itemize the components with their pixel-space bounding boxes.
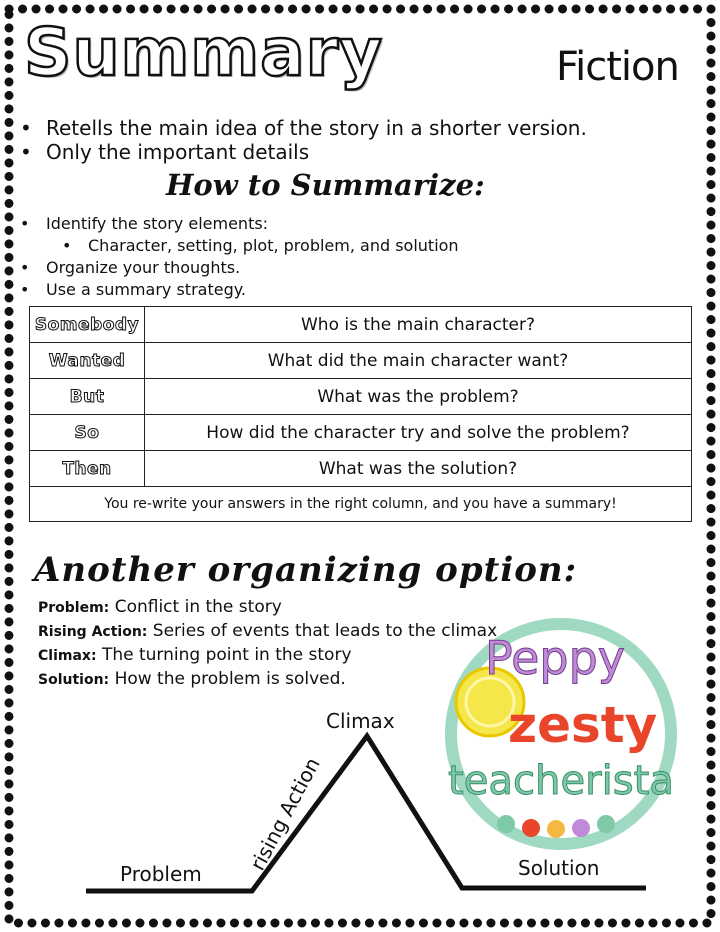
plot-term-row xyxy=(38,644,497,668)
definition-item: • Only the important details xyxy=(20,140,587,164)
definition-item: • Retells the main idea of the story in a shorter version. xyxy=(20,116,587,140)
solution-label: Solution xyxy=(518,856,600,880)
strategy-question: What did the main character want? xyxy=(145,343,692,379)
how-to-heading: How to Summarize: xyxy=(166,168,485,202)
table-row xyxy=(30,307,692,343)
plot-term: Rising Action: xyxy=(38,624,148,640)
table-footer-note: You re-write your answers in the right column, and you have a summary! xyxy=(30,487,692,522)
strategy-question: What was the solution? xyxy=(145,451,692,487)
step-item: • Identify the story elements: xyxy=(20,213,459,235)
table-footer-row xyxy=(30,487,692,522)
plot-term-text: Series of events that leads to the climax xyxy=(152,621,498,641)
strategy-question: Who is the main character? xyxy=(145,307,692,343)
another-option-heading: Another organizing option: xyxy=(34,550,578,590)
climax-label: Climax xyxy=(326,709,395,733)
plot-term: Solution: xyxy=(38,672,110,688)
step-item: • Use a summary strategy. xyxy=(20,279,459,301)
plot-term-text: How the problem is solved. xyxy=(114,669,346,689)
step-sub-item: • Character, setting, plot, problem, and solution xyxy=(20,235,459,257)
table-row xyxy=(30,343,692,379)
strategy-key: Then xyxy=(30,451,145,487)
rising-action-label: rising Action xyxy=(245,753,325,875)
table-row xyxy=(30,379,692,415)
strategy-key: But xyxy=(30,379,145,415)
strategy-key: So xyxy=(30,415,145,451)
table-row xyxy=(30,451,692,487)
logo-line-3: teacherista xyxy=(448,758,674,804)
plot-term-row xyxy=(38,668,497,692)
logo-line-2: zesty xyxy=(508,696,658,754)
strategy-key: Wanted xyxy=(30,343,145,379)
logo-line-1: Peppy xyxy=(485,631,626,685)
problem-label: Problem xyxy=(120,862,202,886)
table-row xyxy=(30,415,692,451)
steps-list xyxy=(20,213,459,301)
strategy-table xyxy=(29,306,692,522)
plot-term: Problem: xyxy=(38,600,110,616)
definition-list xyxy=(20,116,587,164)
peppy-zesty-teacherista-logo xyxy=(430,614,692,854)
page-title: Summary xyxy=(24,14,384,91)
plot-term: Climax: xyxy=(38,648,97,664)
plot-term-text: The turning point in the story xyxy=(101,645,352,665)
step-item: • Organize your thoughts. xyxy=(20,257,459,279)
plot-term-row xyxy=(38,620,497,644)
plot-terms xyxy=(38,596,497,692)
genre-label: Fiction xyxy=(556,44,679,90)
strategy-key: Somebody xyxy=(30,307,145,343)
strategy-question: How did the character try and solve the problem? xyxy=(145,415,692,451)
plot-term-row xyxy=(38,596,497,620)
strategy-question: What was the problem? xyxy=(145,379,692,415)
plot-term-text: Conflict in the story xyxy=(114,597,282,617)
